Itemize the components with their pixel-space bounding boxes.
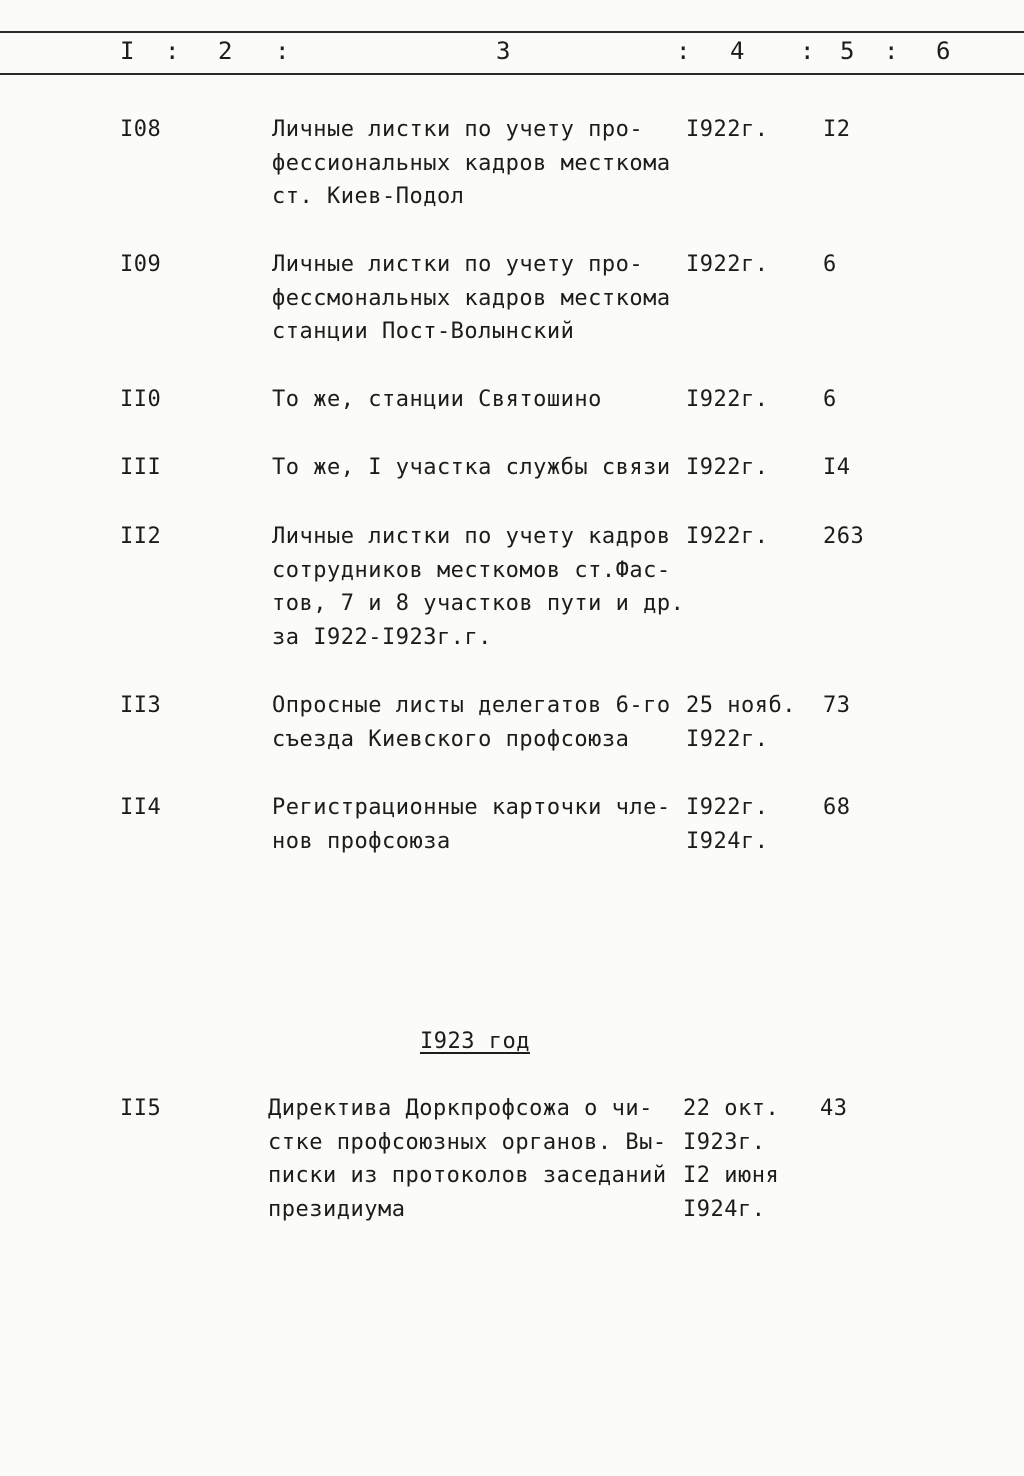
entry-sheet-count: 73 xyxy=(823,693,851,718)
entry-date-line: I922г. xyxy=(686,252,769,277)
entry-dates xyxy=(686,791,768,858)
entry-number: II3 xyxy=(120,693,162,718)
entry-title-line: писки из протоколов заседаний xyxy=(268,1163,667,1188)
entry-title-line: Опросные листы делегатов 6-го xyxy=(272,693,671,718)
entry-title-line: Директива Доркпрофсожа о чи- xyxy=(268,1096,653,1121)
entry-date-line: I922г. xyxy=(686,387,769,412)
section-heading: I923 год xyxy=(420,1029,530,1054)
entry-title xyxy=(272,113,671,214)
entry-title-line: То же, станции Святошино xyxy=(272,387,602,412)
entry-sheet-count: 6 xyxy=(823,252,837,277)
column-separator: : xyxy=(275,37,290,65)
entry-dates xyxy=(683,1092,779,1226)
column-header-3: 3 xyxy=(496,37,511,65)
column-separator: : xyxy=(884,37,899,65)
entry-title xyxy=(268,1092,667,1226)
entry-title xyxy=(272,451,671,485)
column-header-5: 5 xyxy=(840,37,855,65)
entry-title-line: съезда Киевского профсоюза xyxy=(272,726,630,752)
entry-title-line: президиума xyxy=(268,1196,406,1222)
entry-dates xyxy=(686,383,768,417)
entry-date-line: I923г. xyxy=(683,1129,766,1155)
entry-dates xyxy=(686,689,796,756)
column-header-6: 6 xyxy=(936,37,951,65)
column-separator: : xyxy=(676,37,691,65)
entry-title xyxy=(272,383,602,417)
entry-number: II0 xyxy=(120,387,162,412)
entry-sheet-count: I2 xyxy=(823,117,851,142)
entry-title-line: Личные листки по учету кадров xyxy=(272,524,671,549)
entry-date-line: I922г. xyxy=(686,455,769,480)
entry-title-line: Личные листки по учету про- xyxy=(272,252,644,277)
entry-sheet-count: I4 xyxy=(823,455,851,480)
entry-title-line: фессмональных кадров месткома xyxy=(272,285,671,311)
entry-date-line: 25 нояб. xyxy=(686,693,796,718)
entry-sheet-count: 43 xyxy=(820,1096,848,1121)
entry-title-line: фессиональных кадров месткома xyxy=(272,150,671,176)
entry-dates xyxy=(686,451,768,485)
entry-sheet-count: 263 xyxy=(823,524,865,549)
entry-dates xyxy=(686,248,768,282)
entry-date-line: I922г. xyxy=(686,524,769,549)
entry-title-line: стке профсоюзных органов. Вы- xyxy=(268,1129,667,1155)
column-header-4: 4 xyxy=(730,37,745,65)
header-top-rule xyxy=(0,31,1024,33)
entry-dates xyxy=(686,520,768,554)
entry-sheet-count: 6 xyxy=(823,387,837,412)
entry-title-line: ст. Киев-Подол xyxy=(272,184,465,209)
entry-title-line: Регистрационные карточки чле- xyxy=(272,795,671,820)
entry-title-line: сотрудников месткомов ст.Фас- xyxy=(272,557,671,583)
entry-number: I09 xyxy=(120,252,162,277)
entry-title-line: Личные листки по учету про- xyxy=(272,117,644,142)
entry-sheet-count: 68 xyxy=(823,795,851,820)
entry-date-line: I922г. xyxy=(686,117,769,142)
entry-number: II4 xyxy=(120,795,162,820)
entry-date-line: I922г. xyxy=(686,795,769,820)
entry-number: II2 xyxy=(120,524,162,549)
entry-date-line: I2 июня xyxy=(683,1163,780,1188)
entry-title-line: за I922-I923г.г. xyxy=(272,624,492,650)
entry-title-line: нов профсоюза xyxy=(272,828,451,854)
entry-number: II5 xyxy=(120,1096,162,1121)
column-separator: : xyxy=(800,37,815,65)
entry-number: III xyxy=(120,455,162,480)
entry-title-line: То же, I участка службы связи xyxy=(272,455,671,480)
column-header-2: 2 xyxy=(218,37,233,65)
entry-title xyxy=(272,248,671,349)
entry-date-line: I924г. xyxy=(686,828,769,854)
column-header-1: I xyxy=(120,37,135,65)
entry-date-line: 22 окт. xyxy=(683,1096,780,1121)
entry-number: I08 xyxy=(120,117,162,142)
entry-title-line: тов, 7 и 8 участков пути и др. xyxy=(272,591,685,616)
entry-title xyxy=(272,689,671,756)
entry-date-line: I924г. xyxy=(683,1196,766,1222)
entry-date-line: I922г. xyxy=(686,726,769,752)
entry-title xyxy=(272,520,684,654)
column-separator: : xyxy=(165,37,180,65)
entry-title xyxy=(272,791,671,858)
entry-title-line: станции Пост-Волынский xyxy=(272,319,575,344)
header-bottom-rule xyxy=(0,73,1024,75)
entry-dates xyxy=(686,113,768,147)
